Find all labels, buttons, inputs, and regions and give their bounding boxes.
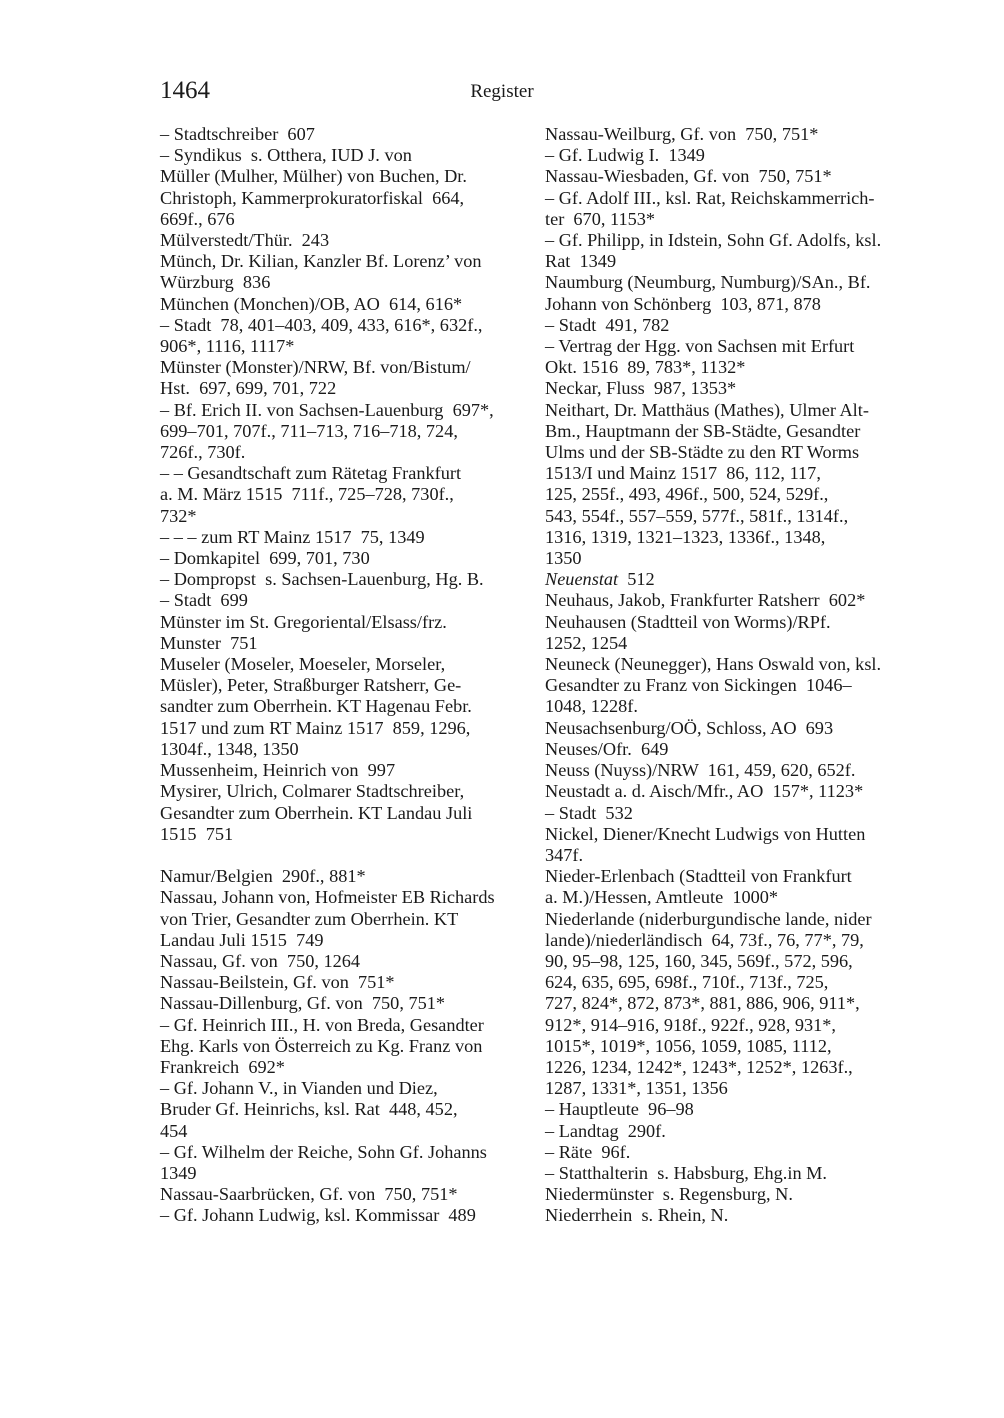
index-entry [160,569,528,590]
index-entry [545,400,917,570]
index-entry-line: Mussenheim, Heinrich von 997 [160,760,396,781]
index-entry-line: Neusachsenburg/OÖ, Schloss, AO 693 [545,717,834,738]
index-entry-line: 125, 255f., 493, 496f., 500, 524, 529f., [545,484,829,505]
index-entry [160,294,528,315]
index-entry-italic-head: Neuenstat [545,569,619,590]
index-entry [160,866,528,887]
index-entry [545,760,917,781]
index-entry-line: – Vertrag der Hgg. von Sachsen mit Erfurt [545,336,855,357]
index-entry-line: 727, 824*, 872, 873*, 881, 886, 906, 911*, [545,993,860,1014]
index-entry [160,251,528,293]
index-entry-line: – Gf. Adolf III., ksl. Rat, Reichskammerrich- [545,187,875,208]
index-entry-line: Niedermünster s. Regensburg, N. [545,1184,793,1205]
index-entry [545,1163,917,1184]
running-head: Register [470,81,534,102]
index-entry-line: München (Monchen)/OB, AO 614, 616* [160,293,463,314]
index-entry-line: Landau Juli 1515 749 [160,929,324,950]
index-entry-line: Museler (Moseler, Moeseler, Morseler, [160,654,446,675]
index-entry-line: Nassau-Beilstein, Gf. von 751* [160,972,395,993]
index-entry-line: Nassau, Gf. von 750, 1264 [160,950,361,971]
index-entry [545,272,917,314]
index-entry-line: – Stadt 699 [160,590,248,611]
index-entry [160,993,528,1014]
index-entry-line: a. M.)/Hessen, Amtleute 1000* [545,887,779,908]
index-entry-line: 1252, 1254 [545,632,628,653]
index-entry-line: 1048, 1228f. [545,696,638,717]
index-entry [545,315,917,336]
index-entry [545,1184,917,1205]
index-entry-line: 1226, 1234, 1242*, 1243*, 1252*, 1263f., [545,1056,853,1077]
index-entry-line: Niederrhein s. Rhein, N. [545,1205,729,1226]
index-entry-line: Mysirer, Ulrich, Colmarer Stadtschreiber, [160,781,465,802]
index-entry-line: 669f., 676 [160,208,235,229]
index-entry [545,378,917,399]
index-entry-line: 1304f., 1348, 1350 [160,738,299,759]
index-entry [545,230,917,272]
index-entry [160,315,528,357]
index-entry-line: Gesandter zu Franz von Sickingen 1046– [545,675,852,696]
index-entry [160,590,528,611]
index-entry-line: Nassau-Wiesbaden, Gf. von 750, 751* [545,166,832,187]
index-entry [160,400,528,464]
index-entry [160,972,528,993]
index-entry [160,760,528,781]
index-entry [545,1099,917,1120]
index-entry [545,166,917,187]
index-entry-line: 1015*, 1019*, 1056, 1059, 1085, 1112, [545,1035,832,1056]
index-entry-line: Rat 1349 [545,251,617,272]
index-entry-line: Müsler), Peter, Straßburger Ratsherr, Ge- [160,675,462,696]
index-entry-line: Gesandter zum Oberrhein. KT Landau Juli [160,802,473,823]
index-entry-line: lande)/niederländisch 64, 73f., 76, 77*, 79, [545,929,864,950]
index-entry-line: – Gf. Philipp, in Idstein, Sohn Gf. Adolfs, ksl. [545,230,882,251]
index-entry [160,612,528,654]
index-entry-line: Nassau-Weilburg, Gf. von 750, 751* [545,124,819,144]
index-entry-line: von Trier, Gesandter zum Oberrhein. KT [160,908,459,929]
index-entry [160,654,528,760]
index-entry-line: 90, 95–98, 125, 160, 345, 569f., 572, 596, [545,950,853,971]
index-entry-line: – Stadtschreiber 607 [160,124,315,144]
index-entry-line: Niederlande (niderburgundische lande, nider [545,908,872,929]
index-entry-line: – Stadt 78, 401–403, 409, 433, 616*, 632f., [160,314,483,335]
index-entry-line: Würzburg 836 [160,272,271,293]
index-entry-line: 732* [160,505,197,526]
index-entry-line: 912*, 914–916, 918f., 922f., 928, 931*, [545,1014,836,1035]
index-entry-line: – Domkapitel 699, 701, 730 [160,548,370,569]
index-column-left [160,124,528,1227]
index-entry [160,887,528,951]
index-entry [160,781,528,845]
index-entry [160,230,528,251]
index-entry-line: 624, 635, 695, 698f., 710f., 713f., 725, [545,972,829,993]
index-entry-line: – Stadt 491, 782 [545,314,670,335]
index-entry [545,1205,917,1226]
index-entry-line: – Landtag 290f. [545,1120,666,1141]
index-entry-line: 347f. [545,844,584,865]
index-entry-line: 1515 751 [160,823,234,844]
index-entry [545,909,917,1100]
index-entry-line: Müller (Mulher, Mülher) von Buchen, Dr. [160,166,467,187]
index-entry-line: Hst. 697, 699, 701, 722 [160,378,337,399]
index-entry-line: Neuneck (Neunegger), Hans Oswald von, ksl. [545,654,882,675]
index-entry-line: Frankreich 692* [160,1056,285,1077]
index-entry [545,739,917,760]
index-entry-line: 1350 [545,548,582,569]
index-entry [545,188,917,230]
index-column-right [545,124,917,1227]
index-entry-line: – – Gesandtschaft zum Rätetag Frankfurt [160,463,462,484]
index-entry [160,145,528,166]
index-entry [545,336,917,378]
index-entry-line: Nieder-Erlenbach (Stadtteil von Frankfurt [545,866,852,887]
index-entry-line: Nickel, Diener/Knecht Ludwigs von Hutten [545,823,866,844]
index-entry [545,718,917,739]
index-entry-line: Bm., Hauptmann der SB-Städte, Gesandter [545,420,861,441]
index-entry [545,654,917,718]
index-entry [160,1205,528,1226]
index-entry-line: Nassau, Johann von, Hofmeister EB Richards [160,887,495,908]
index-entry-line: Neustadt a. d. Aisch/Mfr., AO 157*, 1123* [545,781,864,802]
index-entry-line: Christoph, Kammerprokuratorfiskal 664, [160,187,465,208]
index-entry-line: Münster (Monster)/NRW, Bf. von/Bistum/ [160,357,471,378]
index-entry [160,951,528,972]
index-entry-line: – Gf. Ludwig I. 1349 [545,145,705,166]
index-entry [545,824,917,866]
index-entry-line: Johann von Schönberg 103, 871, 878 [545,293,821,314]
index-entry [545,866,917,908]
index-entry [545,781,917,802]
index-entry [160,548,528,569]
index-entry-line: 1287, 1331*, 1351, 1356 [545,1078,728,1099]
index-entry-line: Neckar, Fluss 987, 1353* [545,378,737,399]
index-entry-line: sandter zum Oberrhein. KT Hagenau Febr. [160,696,472,717]
index-entry-line: Mülverstedt/Thür. 243 [160,230,330,251]
index-entry-line: Münster im St. Gregoriental/Elsass/frz. [160,611,447,632]
index-entry-line: – – – zum RT Mainz 1517 75, 1349 [160,526,425,547]
index-entry-line: a. M. März 1515 711f., 725–728, 730f., [160,484,454,505]
index-entry-line: 1316, 1319, 1321–1323, 1336f., 1348, [545,526,826,547]
index-entry [545,590,917,611]
index-entry-line: Neithart, Dr. Matthäus (Mathes), Ulmer Alt- [545,399,869,420]
index-entry-line: 1349 [160,1162,197,1183]
index-entry-line: Bruder Gf. Heinrichs, ksl. Rat 448, 452, [160,1099,458,1120]
index-entry [160,1078,528,1142]
index-entry-line: – Bf. Erich II. von Sachsen-Lauenburg 697*, [160,399,494,420]
index-entry-line: 699–701, 707f., 711–713, 716–718, 724, [160,420,458,441]
index-entry [160,124,528,145]
index-entry [160,1184,528,1205]
index-entry-line: Neuhausen (Stadtteil von Worms)/RPf. [545,611,831,632]
index-entry-line: Münch, Dr. Kilian, Kanzler Bf. Lorenz’ von [160,251,482,272]
index-entry-line [545,569,917,590]
index-entry-line: Ehg. Karls von Österreich zu Kg. Franz von [160,1035,483,1056]
index-entry-line: Naumburg (Neumburg, Numburg)/SAn., Bf. [545,272,871,293]
index-entry-line: ter 670, 1153* [545,208,656,229]
index-entry-line: Neuss (Nuyss)/NRW 161, 459, 620, 652f. [545,760,856,781]
index-entry [160,527,528,548]
index-entry-line: – Hauptleute 96–98 [545,1099,694,1120]
index-entry-line: Neuses/Ofr. 649 [545,738,669,759]
index-entry-line: Nassau-Dillenburg, Gf. von 750, 751* [160,993,446,1014]
index-entry-line: Neuhaus, Jakob, Frankfurter Ratsherr 602* [545,590,866,611]
index-entry [545,1142,917,1163]
index-entry-line: Nassau-Saarbrücken, Gf. von 750, 751* [160,1184,458,1205]
index-entry [160,166,528,230]
index-entry-line: Ulms und der SB-Städte zu den RT Worms [545,442,860,463]
index-entry-line: 543, 554f., 557–559, 577f., 581f., 1314f., [545,505,849,526]
index-entry-line: 906*, 1116, 1117* [160,336,295,357]
index-entry-line: – Räte 96f. [545,1141,631,1162]
index-entry [545,1121,917,1142]
index-entry-line: – Gf. Johann Ludwig, ksl. Kommissar 489 [160,1205,476,1226]
index-entry-line: – Gf. Johann V., in Vianden und Diez, [160,1078,438,1099]
index-entry-line: Munster 751 [160,632,258,653]
index-entry-line: 726f., 730f. [160,442,246,463]
page-number: 1464 [160,77,210,104]
index-entry-line: – Gf. Wilhelm der Reiche, Sohn Gf. Johanns [160,1141,487,1162]
index-entry-line: 1517 und zum RT Mainz 1517 859, 1296, [160,717,471,738]
index-entry [545,612,917,654]
index-entry-line: – Statthalterin s. Habsburg, Ehg.in M. [545,1162,827,1183]
index-entry-line: Namur/Belgien 290f., 881* [160,866,366,887]
index-entry [160,1015,528,1079]
index-entry [545,145,917,166]
index-entry-line: 1513/I und Mainz 1517 86, 112, 117, [545,463,821,484]
index-entry-line: – Stadt 532 [545,802,633,823]
index-entry-pages: 512 [618,569,655,590]
index-entry-line: Okt. 1516 89, 783*, 1132* [545,357,746,378]
index-entry [160,1142,528,1184]
index-entry [160,463,528,527]
index-entry [545,569,917,590]
index-entry [160,357,528,399]
index-entry-line: 454 [160,1120,188,1141]
index-entry-line: – Dompropst s. Sachsen-Lauenburg, Hg. B. [160,569,484,590]
index-entry [545,803,917,824]
index-entry-line: – Gf. Heinrich III., H. von Breda, Gesandter [160,1014,484,1035]
index-entry [545,124,917,145]
index-entry-line: – Syndikus s. Otthera, IUD J. von [160,145,412,166]
